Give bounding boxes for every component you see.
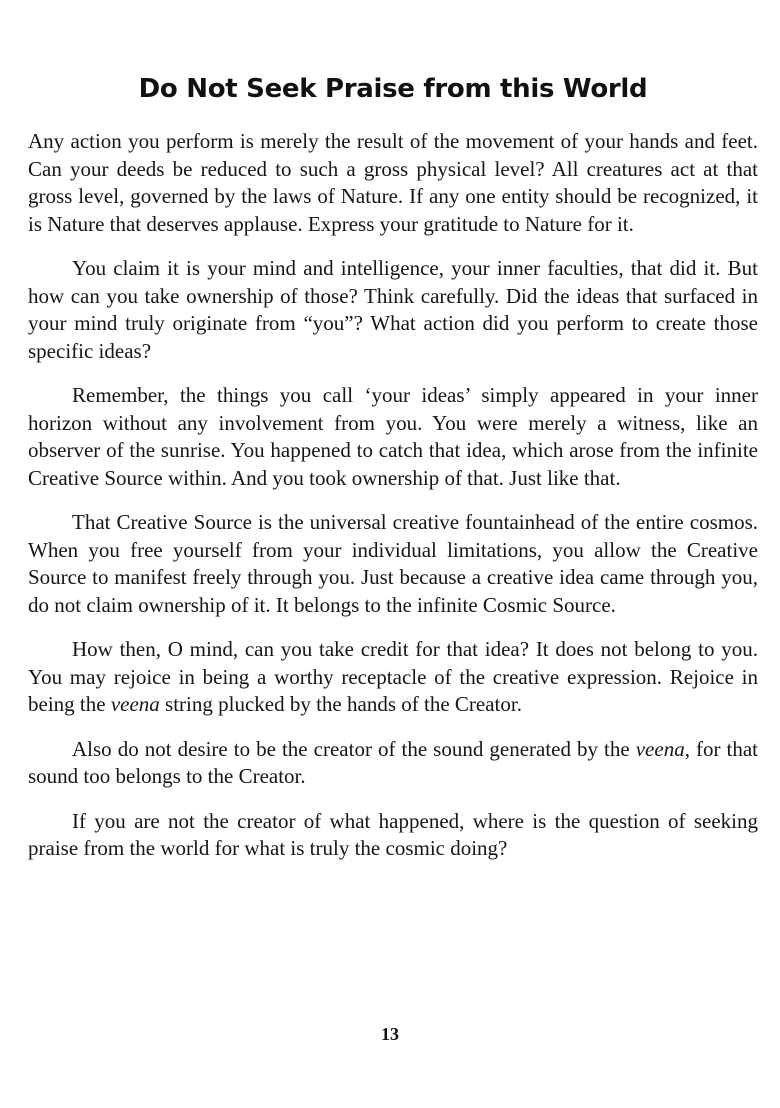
paragraph (28, 128, 758, 238)
paragraph (28, 636, 758, 719)
paragraph (28, 736, 758, 791)
paragraph-text: Any action you perform is merely the result of the movement of your hands and feet. Can your deeds be reduced to such a gross physical level? All creatures act at that gross level, governed by the laws of Nature. If any one entity should be recognized, it is Nature that deserves applause. Express your gratitude to Nature for it. (28, 129, 758, 236)
paragraph (28, 509, 758, 619)
italic-term: veena (635, 736, 685, 761)
page-title: Do Not Seek Praise from this World (138, 74, 648, 104)
body-text (28, 128, 758, 863)
paragraph (28, 255, 758, 365)
paragraph-text: You claim it is your mind and intelligence, your inner faculties, that did it. But how can you take ownership of those? Think carefully. Did the ideas that surfaced in your mind truly originate from “you”? What action did you perform to create those specific ideas? (28, 256, 758, 363)
paragraph-text: How then, O mind, can you take credit for that idea? It does not belong to you. You may rejoice in being a worthy receptacle of the creative expression. Rejoice in being the (28, 637, 758, 716)
page-number: 13 (381, 1024, 399, 1044)
paragraph-text: , for that sound too belongs to the Creator. (28, 736, 758, 788)
paragraph-text: Also do not desire to be the creator of the sound generated by the (72, 736, 636, 761)
paragraph (28, 808, 758, 863)
paragraph-text: Remember, the things you call ‘your ideas’ simply appeared in your inner horizon without any involvement from you. You were merely a witness, like an observer of the sunrise. You happened to catch that idea, which arose from the infinite Creative Source within. And you took ownership of that. Just like that. (28, 383, 758, 490)
paragraph-text: string plucked by the hands of the Creator. (159, 692, 522, 716)
italic-term: veena (110, 692, 160, 716)
paragraph (28, 382, 758, 492)
paragraph-text: That Creative Source is the universal creative fountainhead of the entire cosmos. When you free yourself from your individual limitations, you allow the Creative Source to manifest freely through you. Just because a creative idea came through you, do not claim ownership of it. It belongs to the infinite Cosmic Source. (28, 510, 758, 617)
paragraph-text: If you are not the creator of what happened, where is the question of seeking praise from the world for what is truly the cosmic doing? (28, 808, 758, 860)
